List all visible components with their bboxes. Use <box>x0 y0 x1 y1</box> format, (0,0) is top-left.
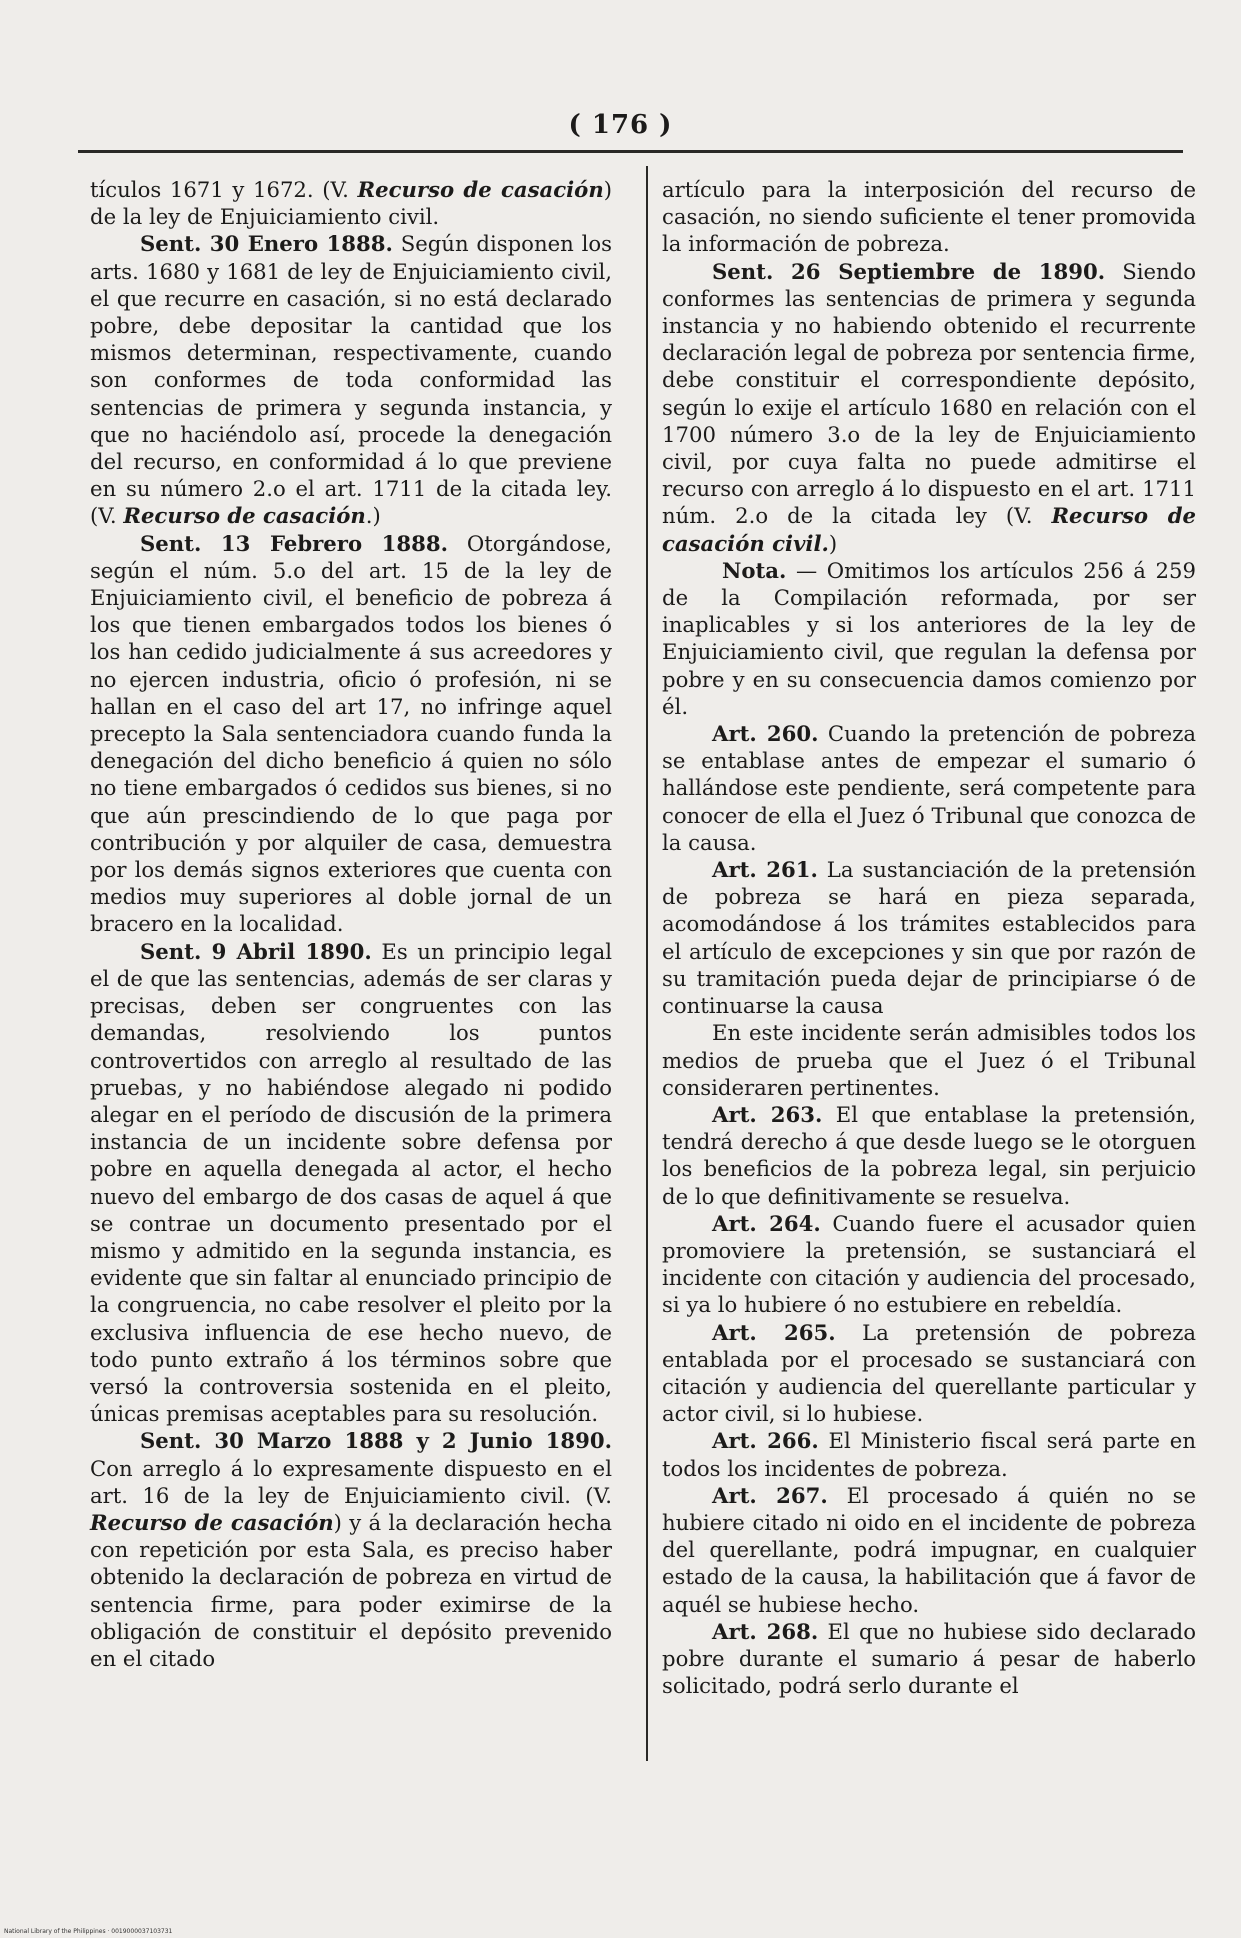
header-rule <box>78 150 1183 153</box>
article-paragraph: Art. 267. El procesado á quién no se hubiere citado ni oido en el incidente de pobreza del querellante, podrá impugnar, en cualquier estado de la causa, la habilitación que á favor de aquél se hubiese hecho. <box>662 1482 1196 1617</box>
article-paragraph: Art. 260. Cuando la pretención de pobreza se entablase antes de empezar el sumario ó hallándose este pendiente, será competente para conocer de ella el Juez ó Tribunal que conozca de la causa. <box>662 721 1196 855</box>
cross-reference: Recurso de casación civil. <box>662 503 1197 556</box>
sentence-date: Sent. 26 Septiembre de 1890. <box>712 258 1106 284</box>
cross-reference: Recurso de casación <box>123 503 366 529</box>
article-number: Art. 267. <box>712 1482 828 1508</box>
article-paragraph: Art. 264. Cuando fuere el acusador quien promoviere la pretensión, se sustanciará el incidente con citación y audiencia del procesado, si ya lo hubiere ó no estubiere en rebeldía. <box>662 1210 1196 1318</box>
article-paragraph: Art. 263. El que entablase la pretensión, tendrá derecho á que desde luego se le otorguen los beneficios de la pobreza legal, sin perjuicio de lo que definitivamente se resuelva. <box>662 1101 1196 1209</box>
cross-reference: Recurso de casación <box>357 177 604 202</box>
article-paragraph: Art. 266. El Ministerio fiscal será parte en todos los incidentes de pobreza. <box>662 1428 1196 1481</box>
note-paragraph: Nota. — Omitimos los artículos 256 á 259 de la Compilación reformada, por ser inaplicables y si los anteriores de la ley de Enjuiciamiento civil, que regulan la defensa por pobre y en su consecuencia damos comienzo por él. <box>662 557 1196 719</box>
sentence-date: Sent. 13 Febrero 1888. <box>140 530 448 556</box>
paragraph: tículos 1671 y 1672. (V. Recurso de casación) de la ley de Enjuiciamiento civil. <box>90 177 613 230</box>
sentence-date: Sent. 30 Marzo 1888 y 2 Junio 1890. <box>140 1428 612 1454</box>
paragraph: Sent. 26 Septiembre de 1890. Siendo conformes las sentencias de primera y segunda instancia y no habiendo obtenido el recurrente declaración legal de pobreza por sentencia firme, debe constituir el correspondiente depósito, según lo exije el artículo 1680 en relación con el 1700 número 3.o de la ley de Enjuiciamiento civil, por cuya falta no puede admitirse el recurso con arreglo á lo dispuesto en el art. 1711 núm. 2.o de la citada ley (V. Recurso de casación civil.) <box>662 258 1197 556</box>
article-number: Art. 263. <box>712 1101 823 1127</box>
paragraph: Sent. 30 Enero 1888. Según disponen los arts. 1680 y 1681 de ley de Enjuiciamiento civil, el que recurre en casación, si no está declarado pobre, debe depositar la cantidad que los mismos determinan, respectivamente, cuando son conformes de toda conformidad las sentencias de primera y segunda instancia, y que no haciéndolo así, procede la denegación del recurso, en conformidad á lo que previene en su número 2.o el art. 1711 de la citada ley. (V. Recurso de casación.) <box>90 231 612 529</box>
right-column <box>662 176 1196 1699</box>
sentence-date: Sent. 9 Abril 1890. <box>140 938 372 964</box>
paragraph: En este incidente serán admisibles todos los medios de prueba que el Juez ó el Tribunal consideraren pertinentes. <box>662 1020 1196 1100</box>
article-number: Art. 264. <box>712 1210 821 1236</box>
paragraph: artículo para la interposición del recurso de casación, no siendo suficiente el tener promovida la información de pobreza. <box>662 177 1196 257</box>
footer-credit: National Library of the Philippines · 0019000037103731 <box>4 1928 173 1935</box>
left-column <box>90 176 612 1672</box>
article-number: Art. 261. <box>712 857 818 883</box>
article-number: Art. 260. <box>712 721 819 747</box>
article-number: Art. 265. <box>712 1319 836 1345</box>
sentence-date: Sent. 30 Enero 1888. <box>140 231 393 257</box>
article-paragraph: Art. 265. La pretensión de pobreza entablada por el procesado se sustanciará con citación y audiencia del querellante particular y actor civil, si lo hubiese. <box>662 1319 1196 1427</box>
column-divider <box>646 166 648 1761</box>
cross-reference: Recurso de casación <box>90 1509 334 1535</box>
article-paragraph: Art. 268. El que no hubiese sido declarado pobre durante el sumario á pesar de haberlo solicitado, podrá serlo durante el <box>662 1618 1197 1699</box>
article-paragraph: Art. 261. La sustanciación de la pretensión de pobreza se hará en pieza separada, acomodándose á los trámites establecidos para el artículo de excepciones y sin que por razón de su tramitación pueda dejar de principiarse ó de continuarse la causa <box>662 857 1196 1019</box>
paragraph: Sent. 13 Febrero 1888. Otorgándose, según el núm. 5.o del art. 15 de la ley de Enjuiciamiento civil, el beneficio de pobreza á los que tienen embargados todos los bienes ó los han cedido judicialmente á sus acreedores y no ejercen industria, oficio ó profesión, ni se hallan en el caso del art 17, no infringe aquel precepto la Sala sentenciadora cuando funda la denegación del dicho beneficio á quien no sólo no tiene embargados ó cedidos sus bienes, si no que aún prescindiendo de lo que paga por contribución y por alquiler de casa, demuestra por los demás signos exteriores que cuenta con medios muy superiores al doble jornal de un bracero en la localidad. <box>90 530 612 937</box>
paragraph: Sent. 9 Abril 1890. Es un principio legal el de que las sentencias, además de ser claras y precisas, deben ser congruentes con las demandas, resolviendo los puntos controvertidos con arreglo al resultado de las pruebas, y no habiéndose alegado ni podido alegar en el período de discusión de la primera instancia de un incidente sobre defensa por pobre en aquella denegada al actor, el hecho nuevo del embargo de dos casas de aquel á que se contrae un documento presentado por el mismo y admitido en la segunda instancia, es evidente que sin faltar al enunciado principio de la congruencia, no cabe resolver el pleito por la exclusiva influencia de ese hecho nuevo, de todo punto extraño á los términos sobre que versó la controversia sostenida en el pleito, únicas premisas aceptables para su resolución. <box>90 938 612 1427</box>
page-number: ( 176 ) <box>568 110 673 140</box>
article-number: Art. 266. <box>712 1428 819 1454</box>
paragraph: Sent. 30 Marzo 1888 y 2 Junio 1890. Con arreglo á lo expresamente dispuesto en el art. 16 de la ley de Enjuiciamiento civil. (V. Recurso de casación) y á la declaración hecha con repetición por esta Sala, es preciso haber obtenido la declaración de pobreza en virtud de sentencia firme, para poder eximirse de la obligación de constituir el depósito prevenido en el citado <box>90 1428 612 1671</box>
article-number: Art. 268. <box>712 1618 819 1644</box>
